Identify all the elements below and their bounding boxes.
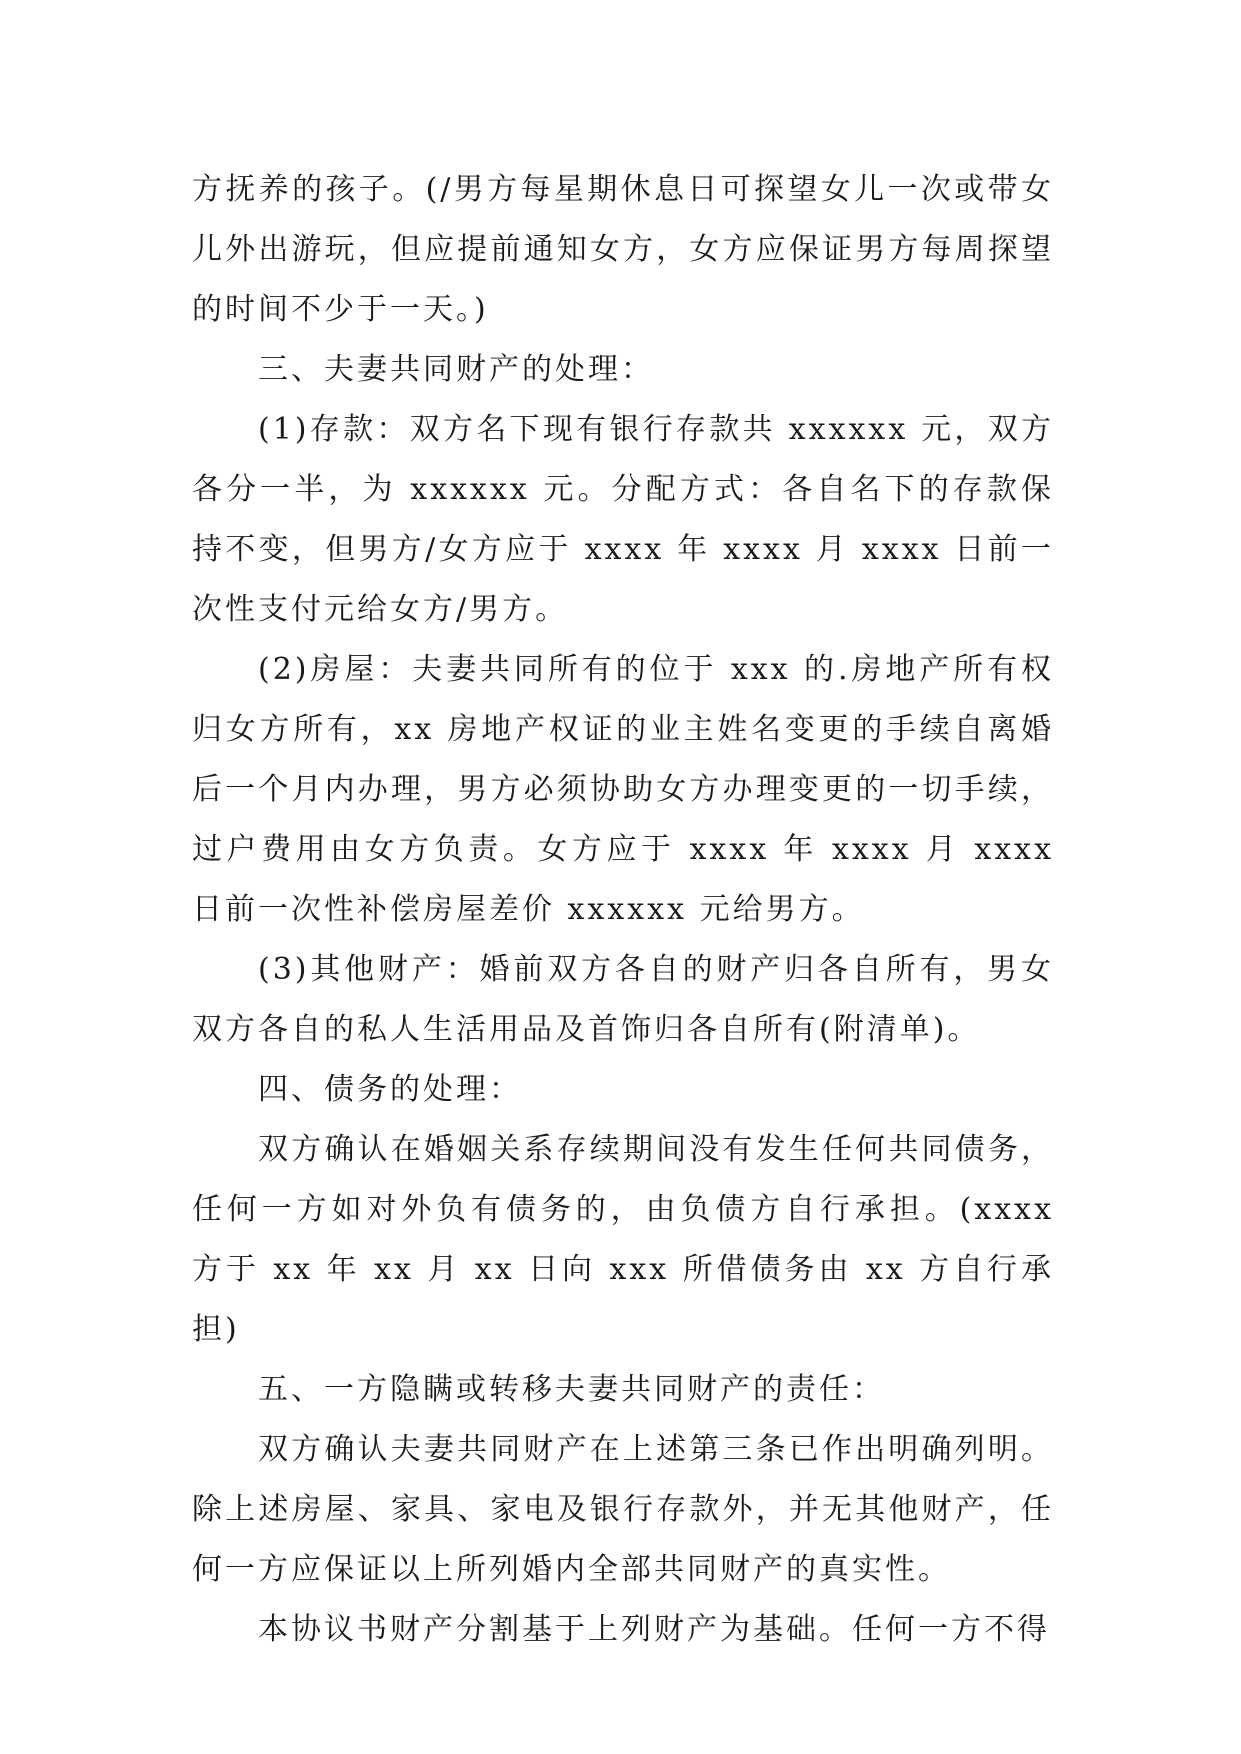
paragraph-concealment: 双方确认夫妻共同财产在上述第三条已作出明确列明。除上述房屋、家具、家电及银行存款外，并无其他财产，任何一方应保证以上所列婚内全部共同财产的真实性。: [192, 1432, 1054, 1587]
heading-debts: 四、债务的处理：: [258, 1072, 522, 1107]
heading-joint-property: 三、夫妻共同财产的处理：: [258, 352, 654, 387]
paragraph-house: (2)房屋：夫妻共同所有的位于 xxx 的.房地产所有权归女方所有，xx 房地产权证的业主姓名变更的手续自离婚后一个月内办理，男方必须协助女方办理变更的一切手续，过户费用由女方负责。女方应于 xxxx 年 xxxx 月 xxxx 日前一次性补偿房屋差价 xxxxxx 元给男方。: [192, 652, 1054, 927]
paragraph-agreement-basis: 本协议书财产分割基于上列财产为基础。任何一方不得: [258, 1612, 1050, 1647]
heading-concealment: 五、一方隐瞒或转移夫妻共同财产的责任：: [258, 1372, 885, 1407]
paragraph-debts: 双方确认在婚姻关系存续期间没有发生任何共同债务，任何一方如对外负有债务的，由负债方自行承担。(xxxx 方于 xx 年 xx 月 xx 日向 xxx 所借债务由 xx 方自行承担): [192, 1132, 1054, 1347]
document-body: [192, 160, 1054, 1660]
paragraph-other-property: (3)其他财产：婚前双方各自的财产归各自所有，男女双方各自的私人生活用品及首饰归各自所有(附清单)。: [192, 952, 1054, 1047]
paragraph-deposits: (1)存款：双方名下现有银行存款共 xxxxxx 元，双方各分一半，为 xxxxxx 元。分配方式：各自名下的存款保持不变，但男方/女方应于 xxxx 年 xxxx 月 xxxx 日前一次性支付元给女方/男方。: [192, 412, 1054, 627]
paragraph-custody-visitation: 方抚养的孩子。(/男方每星期休息日可探望女儿一次或带女儿外出游玩，但应提前通知女方，女方应保证男方每周探望的时间不少于一天。): [192, 172, 1054, 327]
